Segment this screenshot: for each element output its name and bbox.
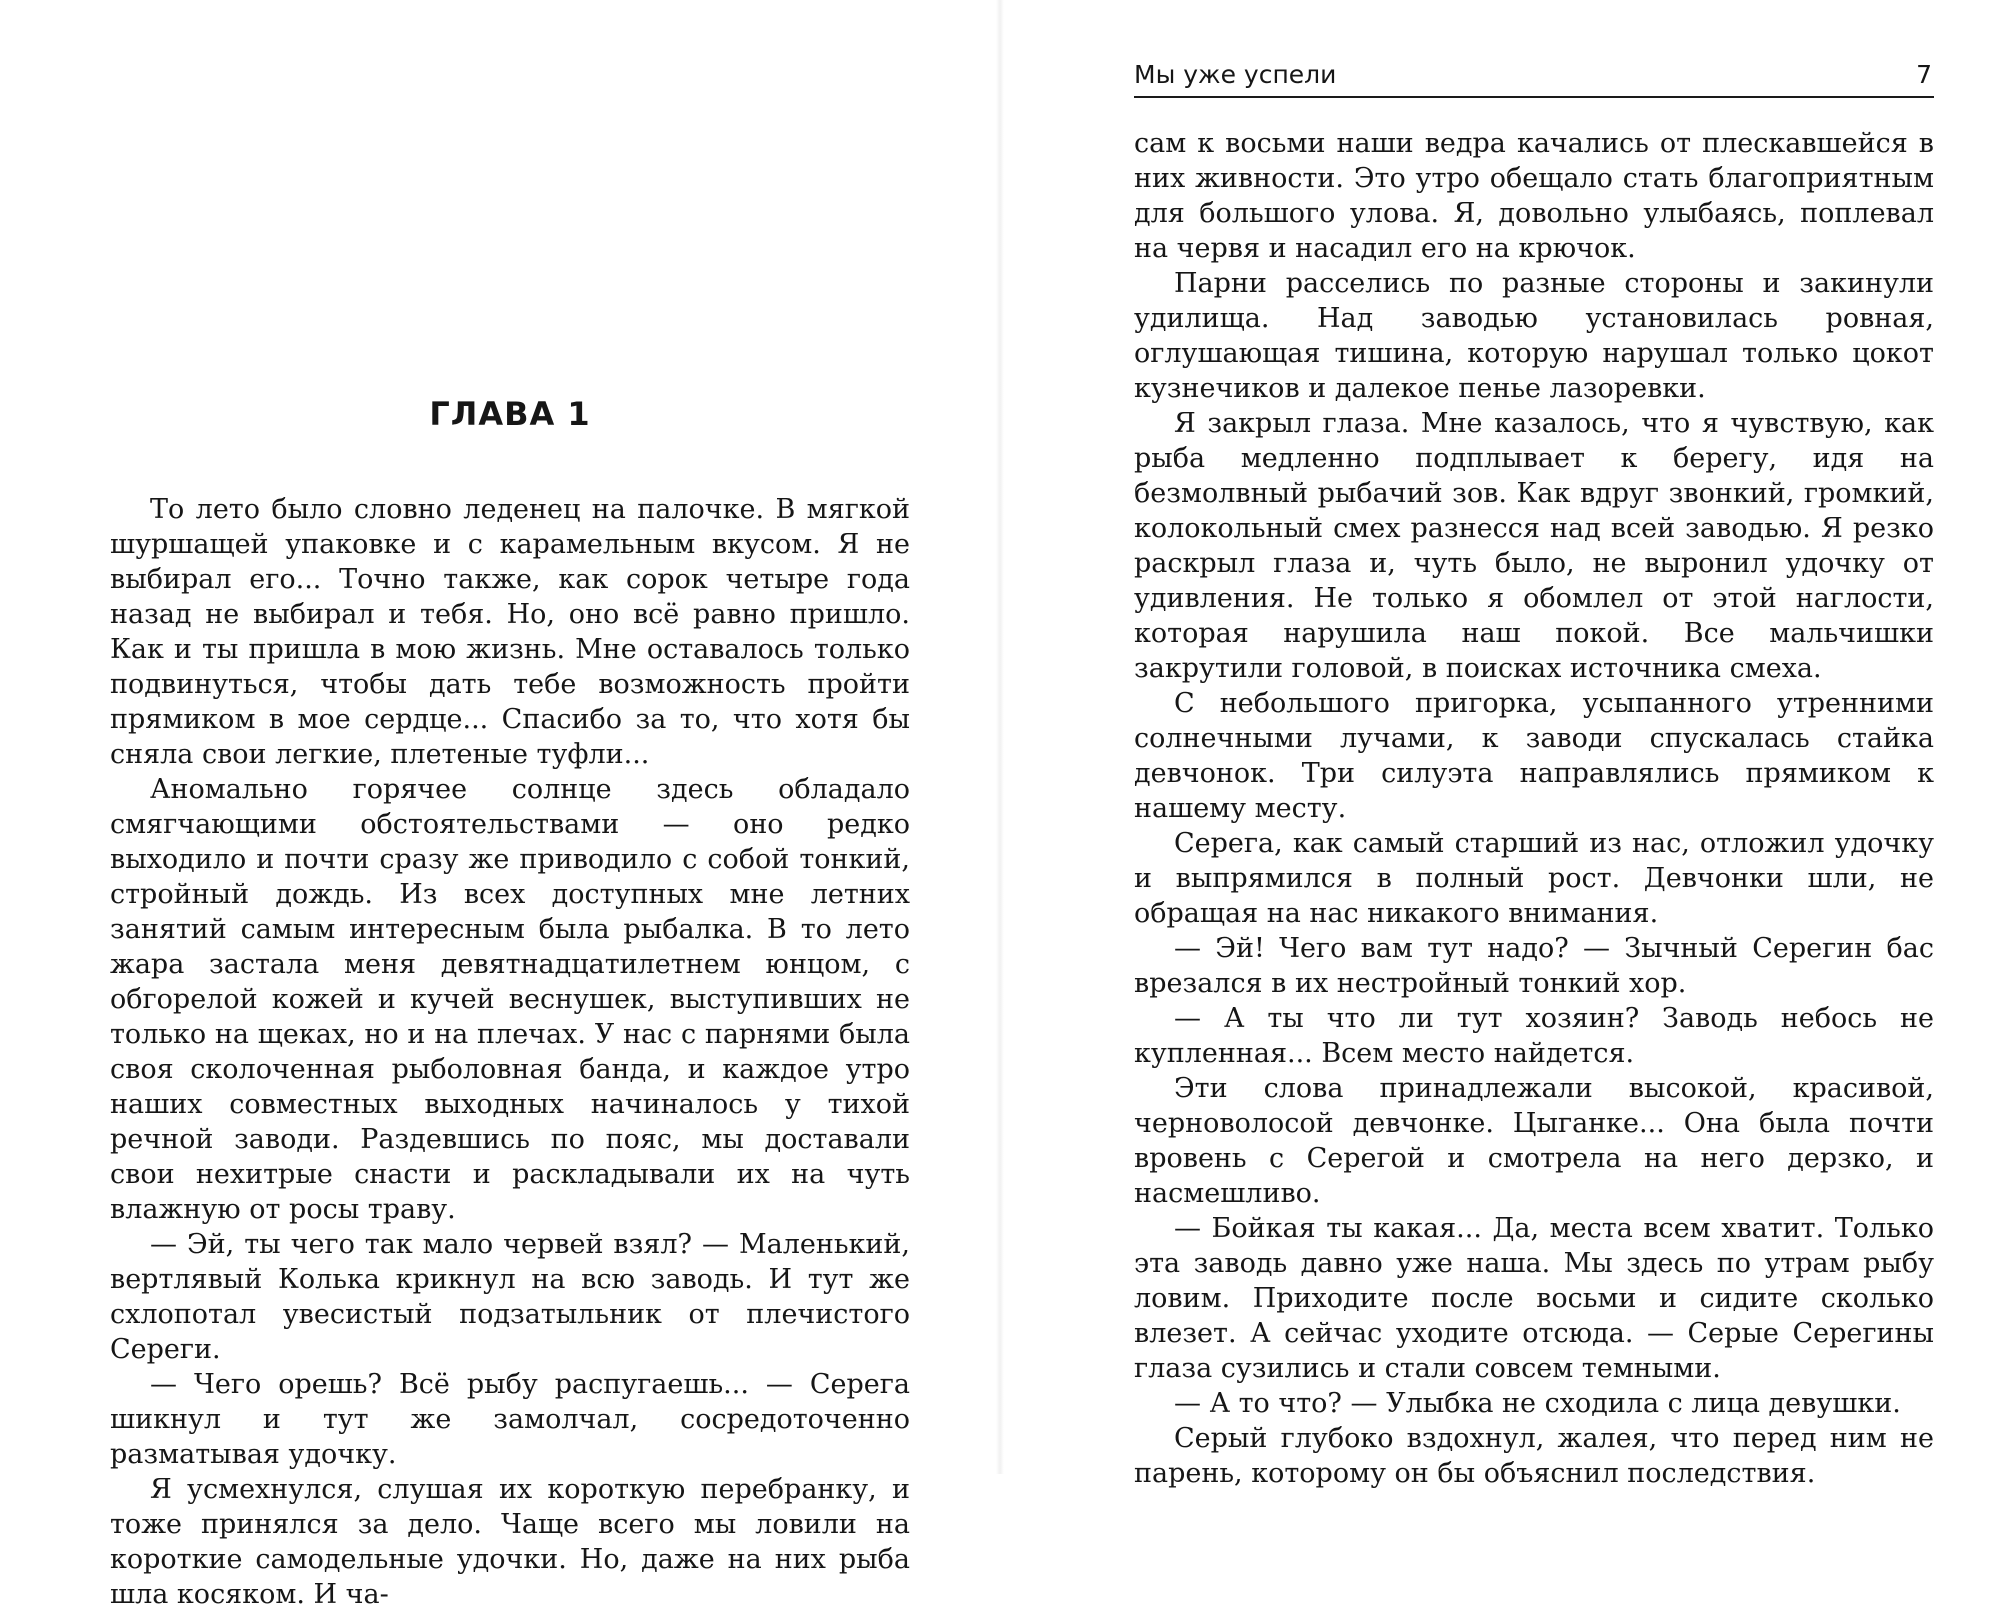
paragraph: Я закрыл глаза. Мне казалось, что я чувствую, как рыба медленно подплывает к берегу, идя на безмолвный рыбачий зов. Как вдруг звонкий, громкий, колокольный смех разнесся над всей заводью. Я резко раскрыл глаза и, чуть было, не выронил удочку от удивления. Не только я обомлел от этой наглости, которая нарушила наш покой. Все мальчишки закрутили головой, в поисках источника смеха. <box>1134 408 1934 684</box>
book-spine <box>996 0 1004 1474</box>
left-page <box>0 0 1000 1610</box>
chapter-title: ГЛАВА 1 <box>429 395 591 433</box>
paragraph: Парни расселись по разные стороны и закинули удилища. Над заводью установилась ровная, оглушающая тишина, которую нарушал только цокот кузнечиков и далекое пенье лазоревки. <box>1134 268 1934 404</box>
paragraph: То лето было словно леденец на палочке. В мягкой шуршащей упаковке и с карамельным вкусом. Я не выбирал его... Точно также, как сорок четыре года назад не выбирал и тебя. Но, оно всё равно пришло. Как и ты пришла в мою жизнь. Мне оставалось только подвинуться, чтобы дать тебе возможность пройти прямиком в мое сердце... Спасибо за то, что хотя бы сняла свои легкие, плетеные туфли... <box>110 494 910 770</box>
paragraph: С небольшого пригорка, усыпанного утренними солнечными лучами, к заводи спускалась стайка девчонок. Три силуэта направлялись прямиком к нашему месту. <box>1134 688 1934 824</box>
running-title: Мы уже успели <box>1134 60 1337 89</box>
paragraph: — Чего орешь? Всё рыбу распугаешь... — Серега шикнул и тут же замолчал, сосредоточенно разматывая удочку. <box>110 1369 910 1470</box>
paragraph: — Эй! Чего вам тут надо? — Зычный Серегин бас врезался в их нестройный тонкий хор. <box>1134 933 1934 999</box>
paragraph: — Бойкая ты какая... Да, места всем хватит. Только эта заводь давно уже наша. Мы здесь по утрам рыбу ловим. Приходите после восьми и сидите сколько влезет. А сейчас уходите отсюда. — Серые Серегины глаза сузились и стали совсем темными. <box>1134 1213 1934 1384</box>
paragraph: Аномально горячее солнце здесь обладало смягчающими обстоятельствами — оно редко выходило и почти сразу же приводило с собой тонкий, стройный дождь. Из всех доступных мне летних занятий самым интересным была рыбалка. В то лето жара застала меня девятнадцатилетнем юнцом, с обгорелой кожей и кучей веснушек, выступивших не только на щеках, но и на плечах. У нас с парнями была своя сколоченная рыболовная банда, и каждое утро наших совместных выходных начиналось у тихой речной заводи. Раздевшись по пояс, мы доставали свои нехитрые снасти и раскладывали их на чуть влажную от росы траву. <box>110 774 910 1225</box>
paragraph: Я усмехнулся, слушая их короткую перебранку, и тоже принялся за дело. Чаще всего мы ловили на короткие самодельные удочки. Но, даже на них рыба шла косяком. И ча- <box>110 1474 910 1610</box>
paragraph: — Эй, ты чего так мало червей взял? — Маленький, вертлявый Колька крикнул на всю заводь. И тут же схлопотал увесистый подзатыльник от плечистого Сереги. <box>110 1229 910 1365</box>
paragraph: — А ты что ли тут хозяин? Заводь небось не купленная... Всем место найдется. <box>1134 1003 1934 1069</box>
left-page-text <box>110 492 910 1612</box>
paragraph: Серый глубоко вздохнул, жалея, что перед ним не парень, которому он бы объяснил последствия. <box>1134 1423 1934 1489</box>
paragraph: Эти слова принадлежали высокой, красивой, черноволосой девчонке. Цыганке... Она была почти вровень с Серегой и смотрела на него дерзко, и насмешливо. <box>1134 1073 1934 1209</box>
running-header <box>1134 60 1934 98</box>
paragraph: Серега, как самый старший из нас, отложил удочку и выпрямился в полный рост. Девчонки шли, не обращая на нас никакого внимания. <box>1134 828 1934 929</box>
right-page-text <box>1134 126 1934 1491</box>
page-number: 7 <box>1916 60 1932 89</box>
paragraph: сам к восьми наши ведра качались от плескавшейся в них живности. Это утро обещало стать благоприятным для большого улова. Я, довольно улыбаясь, поплевал на червя и насадил его на крючок. <box>1134 128 1934 264</box>
paragraph: — А то что? — Улыбка не сходила с лица девушки. <box>1174 1388 1901 1419</box>
